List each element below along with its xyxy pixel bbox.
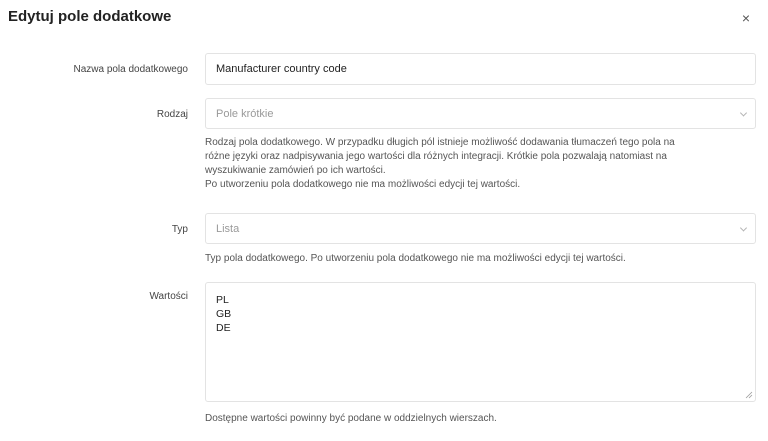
kind-field-label: Rodzaj: [156, 109, 188, 120]
chevron-down-icon: [740, 109, 747, 116]
kind-select-value: Pole krótkie: [216, 107, 274, 120]
name-input[interactable]: [205, 53, 756, 85]
type-field-label: Typ: [171, 224, 188, 235]
kind-help-line: wyszukiwanie zamówień po ich wartości.: [205, 165, 386, 176]
kind-help-line: Po utworzeniu pola dodatkowego nie ma możliwości edycji tej wartości.: [205, 179, 521, 190]
values-line: DE: [216, 322, 231, 334]
kind-help-line: różne języki oraz nadpisywania jego wartości dla różnych integracji. Krótkie pola pozwalają natomiast na: [205, 151, 667, 162]
values-help-text: Dostępne wartości powinny być podane w oddzielnych wierszach.: [205, 413, 497, 424]
values-line: PL: [216, 294, 229, 306]
resize-grip-icon[interactable]: [745, 391, 753, 399]
values-textarea[interactable]: [205, 282, 756, 402]
values-line: GB: [216, 308, 232, 320]
type-select-value: Lista: [216, 222, 240, 235]
kind-help-line: Rodzaj pola dodatkowego. W przypadku długich pól istnieje możliwość dodawania tłumaczeń tego pola na: [205, 137, 675, 148]
type-select[interactable]: [205, 213, 756, 244]
kind-help-text: [205, 136, 760, 192]
close-icon[interactable]: ×: [741, 10, 751, 26]
modal-title: Edytuj pole dodatkowe: [8, 8, 172, 25]
name-input-value: Manufacturer country code: [216, 63, 347, 75]
values-field-label: Wartości: [149, 291, 188, 302]
name-field-label: Nazwa pola dodatkowego: [73, 64, 188, 75]
kind-select[interactable]: [205, 98, 756, 129]
chevron-down-icon: [740, 224, 747, 231]
type-help-text: Typ pola dodatkowego. Po utworzeniu pola dodatkowego nie ma możliwości edycji tej wartości.: [205, 253, 626, 264]
